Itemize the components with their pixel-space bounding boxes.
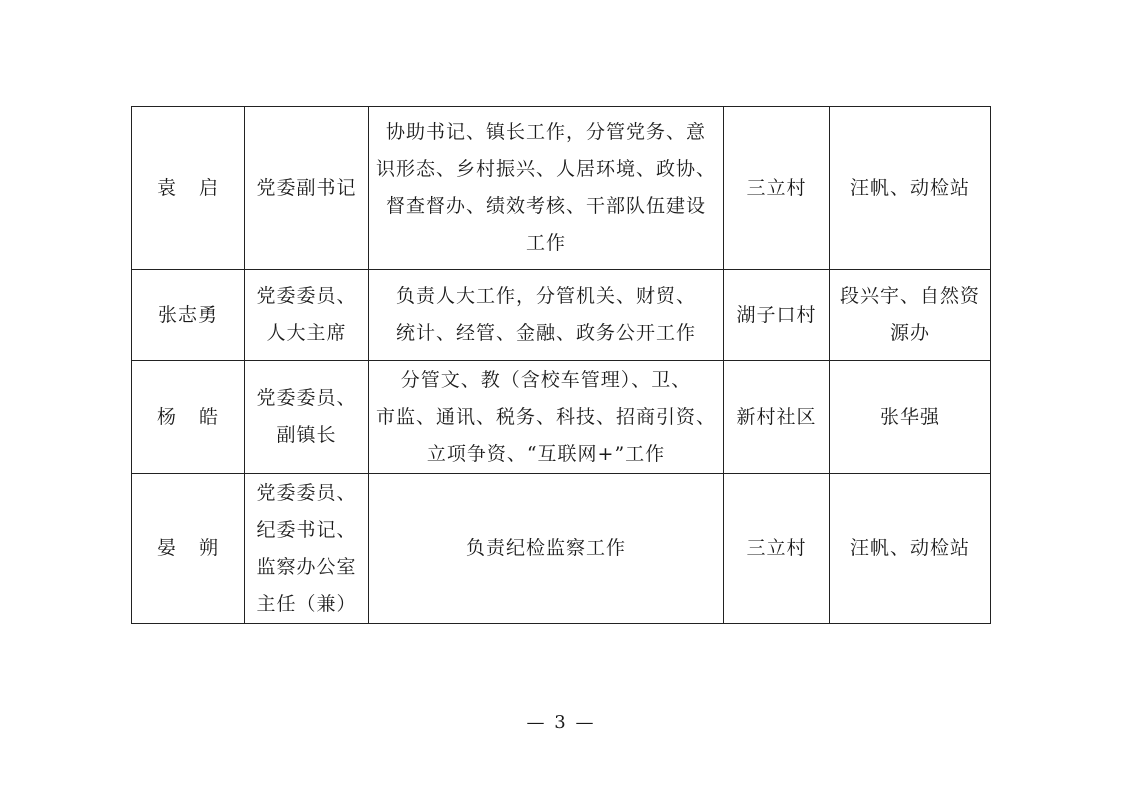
village-cell: 三立村 — [724, 107, 830, 270]
contact-line: 汪帆、动检站 — [849, 176, 970, 199]
position-line: 党委副书记 — [256, 176, 357, 199]
duties-line: 市监、通讯、税务、科技、招商引资、 — [375, 405, 716, 428]
contact-cell — [830, 361, 991, 474]
village-cell: 三立村 — [724, 474, 830, 624]
table-row — [132, 107, 991, 270]
table-row — [132, 361, 991, 474]
contact-cell — [830, 107, 991, 270]
table-row — [132, 474, 991, 624]
position-line: 人大主席 — [266, 322, 347, 344]
position-line: 纪委书记、 — [256, 518, 357, 541]
contact-line: 段兴宇、自然资 — [839, 285, 980, 307]
contact-line: 张华强 — [879, 405, 940, 428]
duties-line: 督查督办、绩效考核、干部队伍建设 — [385, 195, 706, 217]
duties-cell — [369, 270, 724, 361]
name-cell — [132, 361, 245, 474]
name-cell — [132, 474, 245, 624]
table-row — [132, 270, 991, 361]
position-line: 监察办公室 — [256, 555, 357, 578]
position-cell — [245, 361, 369, 474]
name-first-char: 杨 — [156, 405, 177, 428]
name-cell — [132, 107, 245, 270]
position-line: 副镇长 — [276, 424, 337, 446]
name-first-char: 晏 — [156, 537, 177, 559]
position-cell — [245, 474, 369, 624]
position-cell — [245, 107, 369, 270]
page-number: — 3 — — [526, 712, 596, 733]
duties-line: 识形态、乡村振兴、人居环境、政协、 — [375, 158, 716, 180]
duties-line: 分管文、教（含校车管理）、卫、 — [400, 368, 692, 391]
position-line: 党委委员、 — [256, 481, 357, 504]
position-line: 主任（兼） — [256, 592, 357, 615]
duty-assignment-table — [131, 106, 991, 624]
duties-cell — [369, 474, 724, 624]
contact-cell — [830, 474, 991, 624]
duties-line: 负责纪检监察工作 — [465, 537, 626, 559]
name-second-char: 朔 — [199, 537, 220, 559]
position-cell — [245, 270, 369, 361]
position-line: 党委委员、 — [256, 387, 357, 409]
contact-line: 汪帆、动检站 — [849, 537, 970, 559]
village-cell: 新村社区 — [724, 361, 830, 474]
duties-cell — [369, 107, 724, 270]
duties-line: 工作 — [525, 232, 566, 254]
duties-line: 立项争资、“互联网+”工作 — [426, 442, 666, 465]
duties-cell — [369, 361, 724, 474]
name-first-char: 袁 — [156, 176, 177, 199]
contact-cell — [830, 270, 991, 361]
name-cell: 张志勇 — [132, 270, 245, 361]
duties-line: 协助书记、镇长工作，分管党务、意 — [385, 121, 706, 143]
name-second-char: 启 — [199, 176, 220, 199]
contact-line: 源办 — [889, 322, 930, 344]
village-cell: 湖子口村 — [724, 270, 830, 361]
duties-line: 负责人大工作，分管机关、财贸、 — [395, 285, 696, 307]
duties-line: 统计、经管、金融、政务公开工作 — [395, 322, 696, 344]
name-second-char: 皓 — [199, 405, 220, 428]
position-line: 党委委员、 — [256, 285, 357, 307]
